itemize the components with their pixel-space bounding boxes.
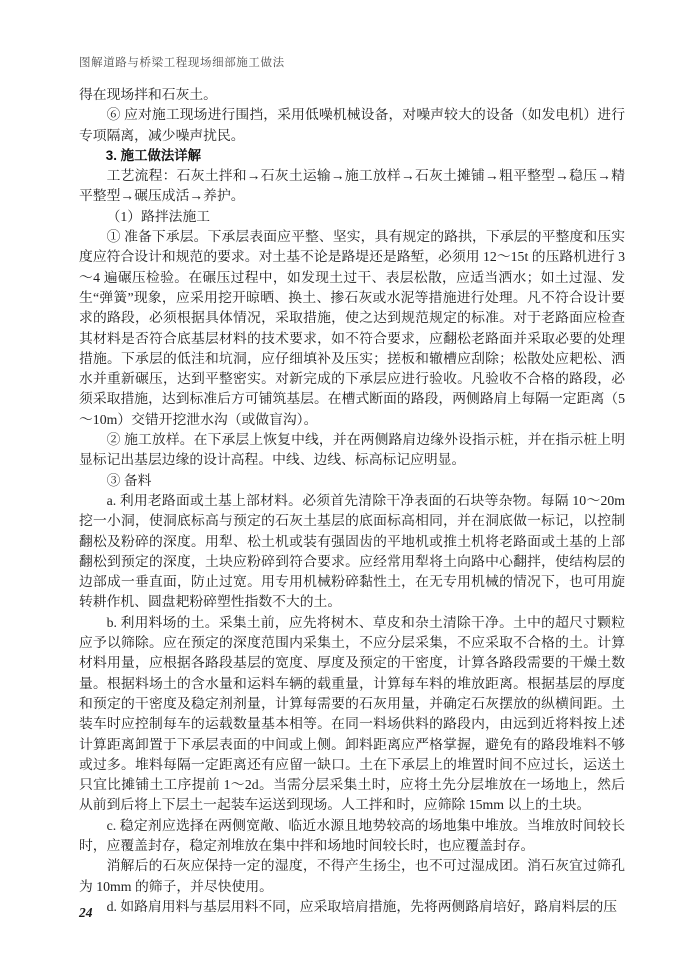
paragraph: ③ 备料: [106, 472, 152, 488]
section-heading: 3. 施工做法详解: [105, 147, 202, 163]
paragraph: 得在现场拌和石灰土。: [79, 87, 217, 102]
page-body: [79, 85, 625, 917]
page-number: 24: [79, 905, 93, 920]
paragraph: a. 利用老路面或土基上部材料。必须首先清除干净表面的石块等杂物。每隔 10～20m 挖一小洞，使洞底标高与预定的石灰土基层的底面标高相同，并在洞底做一标记，以控制翻松及粉碎的深度。用犁、松土机或装有强固齿的平地机或推土机将老路面或土基的上部翻松到预定的深度，土块应粉碎到符合要求。应经常用犁将土向路中心翻拌，使结构层的边部成一垂直面，防止过宽。用专用机械粉碎黏性土，在无专用机械的情况下，也可用旋转耕作机、圆盘耙粉碎塑性指数不大的土。: [79, 492, 625, 610]
paragraph: ⑥ 应对施工现场进行围挡，采用低噪机械设备，对噪声较大的设备（如发电机）进行专项隔离，减少噪声扰民。: [79, 107, 625, 143]
running-header-title: 图解道路与桥梁工程现场细部施工做法: [79, 57, 285, 69]
paragraph: d. 如路肩用料与基层用料不同，应采取培肩措施，先将两侧路肩培好，路肩料层的压: [106, 898, 618, 914]
paragraph: （1）路拌法施工: [106, 208, 211, 224]
paragraph: b. 利用料场的土。采集土前，应先将树木、草皮和杂土清除干净。土中的超尺寸颗粒应予以筛除。应在预定的深度范围内采集土，不应分层采集，不应采取不合格的土。计算材料用量，应根据各路段基层的宽度、厚度及预定的干密度，计算各路段需要的干燥土数量。根据料场土的含水量和运料车辆的载重量，计算每车料的堆放距离。根据基层的厚度和预定的干密度及稳定剂剂量，计算每需要的石灰用量，并确定石灰摆放的纵横间距。土装车时应控制每车的运载数量基本相等。在同一料场供料的路段内，由远到近将料按上述计算距离卸置于下承层表面的中间或上侧。卸料距离应严格掌握，避免有的路段堆料不够或过多。堆料每隔一定距离还有应留一缺口。土在下承层上的堆置时间不应过长，运送土只宜比摊铺土工序提前 1～2d。当需分层采集土时，应将土先分层堆放在一场地上，然后从前到后将上下层土一起装车运送到现场。人工拌和时，应筛除 15mm 以上的土块。: [79, 614, 625, 813]
paragraph: ② 施工放样。在下承层上恢复中线，并在两侧路肩边缘外设指示桩，并在指示桩上明显标记出基层边缘的设计高程。中线、边线、标高标记应明显。: [79, 432, 625, 468]
paragraph: ① 准备下承层。下承层表面应平整、坚实，具有规定的路拱，下承层的平整度和压实度应符合设计和规范的要求。对土基不论是路堤还是路堑，必须用 12～15t 的压路机进行 3～4 遍碾压检验。在碾压过程中，如发现土过干、表层松散，应适当洒水；如土过湿、发生“弹簧”现象，应采用挖开晾晒、换土、掺石灰或水泥等措施进行处理。凡不符合设计要求的路段，必须根据具体情况，采取措施，使之达到规范规定的标准。对于老路面应检查其材料是否符合底基层材料的技术要求，如不符合要求，应翻松老路面并采取必要的处理措施。下承层的低洼和坑洞，应仔细填补及压实；搓板和辙槽应刮除；松散处应耙松、洒水并重新碾压，达到平整密实。对新完成的下承层应进行验收。凡验收不合格的路段，必须采取措施，达到标准后方可铺筑基层。在槽式断面的路段，两侧路肩上每隔一定距离（5～10m）交错开挖泄水沟（或做盲沟）。: [79, 229, 625, 427]
paragraph: 消解后的石灰应保持一定的湿度，不得产生扬尘，也不可过湿成团。消石灰宜过筛孔为 10mm 的筛子，并尽快使用。: [79, 858, 625, 894]
paragraph: 工艺流程：石灰土拌和→石灰土运输→施工放样→石灰土摊铺→粗平整型→稳压→精平整型→碾压成活→养护。: [79, 168, 625, 204]
paragraph: c. 稳定剂应选择在两侧宽敞、临近水源且地势较高的场地集中堆放。当堆放时间较长时，应覆盖封存，稳定剂堆放在集中拌和场地时间较长时，也应覆盖封存。: [79, 817, 625, 853]
